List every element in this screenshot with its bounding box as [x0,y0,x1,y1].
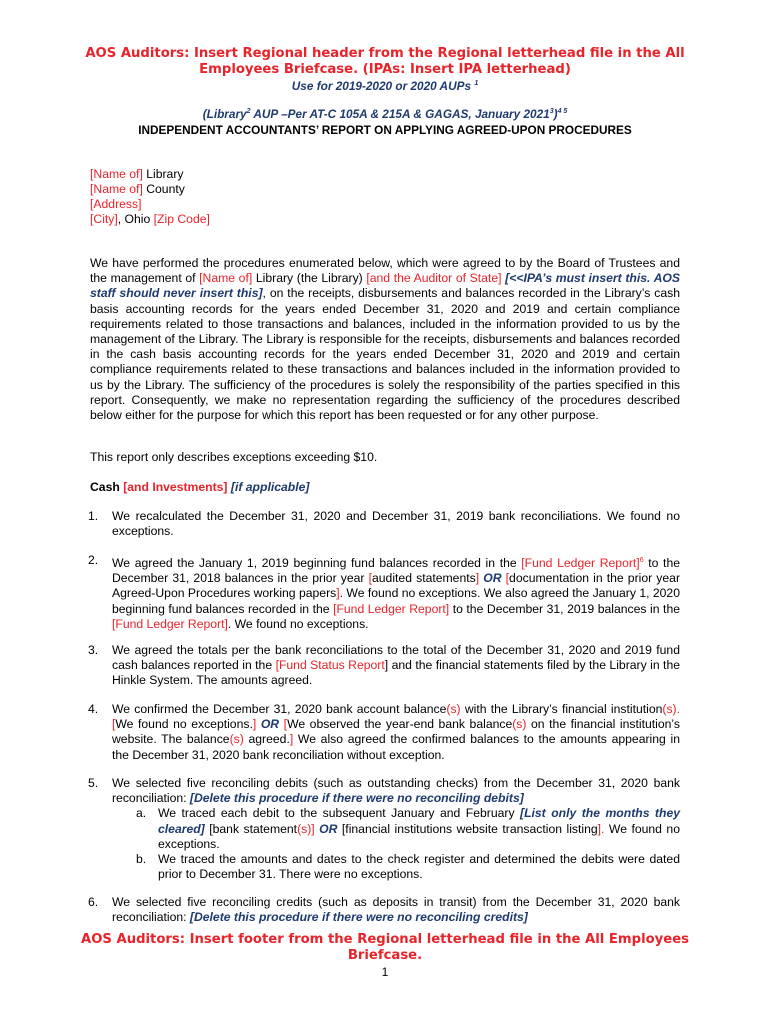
use-for-line: Use for 2019-2020 or 2020 AUPs $^1$ [291,79,479,93]
letterhead-placeholder [60,46,710,78]
header-line-2: Employees Briefcase. (IPAs: Insert IPA letterhead) [199,62,571,77]
cash-heading: Cash [and Investments] [if applicable] [90,480,310,494]
procedure-5: 5. We selected five reconciling debits (such as outstanding checks) from the December 31, 2020 bank reconciliation: [Delete this procedure if there were no reconciling debits] a. We traced each debit to the subsequent January and February [List only the months they cleared] [bank statement(s)] OR [financial institutions website transaction listing]. We found no exceptions. b. We traced the amounts and dates to the check register and determined the debits were dated prior to December 31. There were no exceptions. [88,776,680,882]
address-block [90,167,210,227]
procedure-4: 4. We confirmed the December 31, 2020 bank account balance(s) with the Library’s financial institution(s). [We found no exceptions.] OR [We observed the year-end bank balance(s) on the financial institution’s website. The balance(s) agreed.] We also agreed the confirmed balances to the amounts appearing in the December 31, 2020 bank reconciliation without exception. [88,702,681,762]
address-line-3: [Address] [90,197,142,211]
address-line-1: [Name of] Library [90,167,184,181]
footer-placeholder [60,932,710,964]
procedure-3: 3. We agreed the totals per the bank reconciliations to the total of the December 31, 2020 and 2019 fund cash balances reported in the [Fund Status Report] and the financial statements filed by the Library in the Hinkle System. The amounts agreed. [88,643,680,688]
exceptions-note: This report only describes exceptions exceeding $10. [90,450,378,464]
footer-line-2: Briefcase. [347,948,423,963]
library-aup-line: (Library$^2$ AUP –Per AT-C 105A & 215A & GAGAS, January 2021$^3$)$^{4 5}$ [202,107,568,121]
procedure-2: 2. We agreed the January 1, 2019 beginning fund balances recorded in the [Fund Ledger Report]$^6$ to the December 31, 2018 balances in the prior year [audited statements] OR [documentation in the prior year Agreed-Upon Procedures working papers]. We found no exceptions. We also agreed the January 1, 2020 beginning fund balances recorded in the [Fund Ledger Report] to the December 31, 2019 balances in the [Fund Ledger Report]. We found no exceptions. [88,553,681,631]
header-line-1: AOS Auditors: Insert Regional header from the Regional letterhead file in the All [85,46,685,61]
procedure-1: 1. We recalculated the December 31, 2020 and December 31, 2019 bank reconciliations. We found no exceptions. [88,509,680,539]
page-number: 1 [381,965,389,979]
address-line-2: [Name of] County [90,182,185,196]
report-title: INDEPENDENT ACCOUNTANTS’ REPORT ON APPLYING AGREED-UPON PROCEDURES [138,123,632,137]
procedure-5a: a. We traced each debit to the subsequent January and February [List only the months they cleared] [bank statement(s)] OR [financial institutions website transaction listing]. We found no exceptions. [136,806,680,851]
footer-line-1: AOS Auditors: Insert footer from the Regional letterhead file in the All Employees [81,932,689,947]
intro-paragraph: We have performed the procedures enumerated below, which were agreed to by the Board of Trustees and the management of [Name of] Library (the Library) [and the Auditor of State] [<<IPA’s must insert this. AOS staff should never insert this], on the receipts, disbursements and balances recorded in the Library’s cash basis accounting records for the years ended December 31, 2020 and 2019 and certain compliance requirements related to those transactions and balances, included in the information provided to us by the management of the Library. The Library is responsible for the receipts, disbursements and balances recorded in the cash basis accounting records for the years ended December 31, 2020 and 2019 and certain compliance requirements related to these transactions and balances included in the information provided to us by the Library. The sufficiency of the procedures is solely the responsibility of the parties specified in this report. Consequently, we make no representation regarding the sufficiency of the procedures described below either for the purpose for which this report has been requested or for any other purpose. [90,256,680,423]
procedure-5b: b. We traced the amounts and dates to the check register and determined the debits were dated prior to December 31. There were no exceptions. [136,852,680,882]
address-line-4: [City], Ohio [Zip Code] [90,212,210,226]
procedure-6: 6. We selected five reconciling credits (such as deposits in transit) from the December 31, 2020 bank reconciliation: [Delete this procedure if there were no reconciling credits] [88,895,680,925]
